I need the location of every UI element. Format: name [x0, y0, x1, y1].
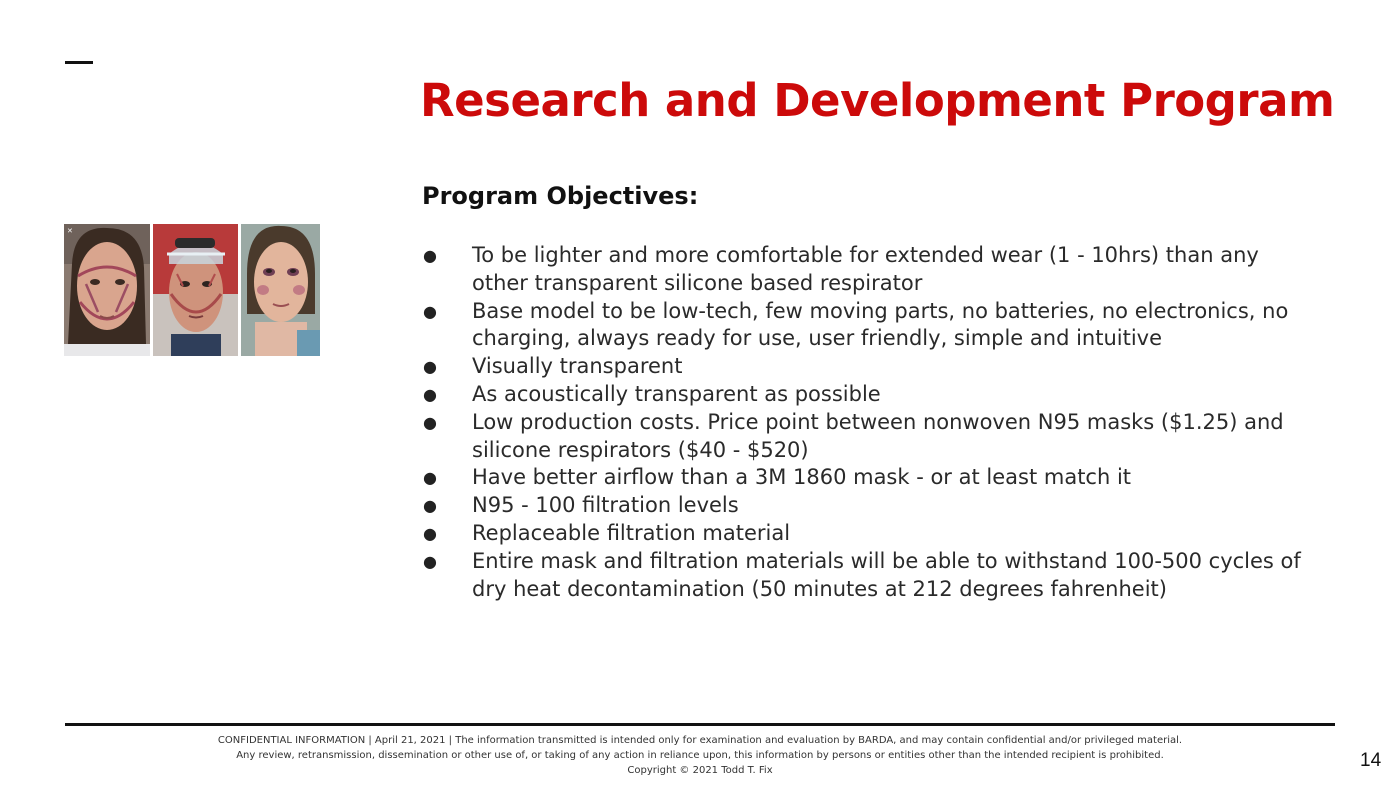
footer-line-1: CONFIDENTIAL INFORMATION | April 21, 2021 | The information transmitted is intended only for examination and evaluation by BARDA, and may contain confidential and/or privileged material.	[217, 735, 1183, 746]
bullet-icon: ●	[423, 523, 437, 543]
objective-text: N95 - 100 filtration levels	[472, 493, 739, 518]
face-photo-1	[64, 224, 150, 356]
bullet-icon: ●	[423, 301, 437, 321]
face-photo-3	[241, 224, 320, 356]
bullet-icon: ●	[423, 246, 437, 265]
slide-title: Research and Development Program	[420, 74, 1335, 127]
objective-item	[420, 520, 1320, 548]
objective-text: Base model to be low-tech, few moving parts, no batteries, no electronics, no charging, always ready for use, user friendly, simple and intuitive	[472, 298, 1289, 351]
bullet-icon: ●	[423, 468, 437, 488]
objectives-list	[420, 242, 1320, 603]
objective-item	[420, 298, 1320, 354]
objective-item	[420, 242, 1320, 298]
objective-text: As acoustically transparent as possible	[472, 381, 881, 406]
page-number: 14	[1360, 750, 1382, 771]
footer-copyright: Copyright © 2021 Todd T. Fix	[627, 765, 773, 776]
objective-item	[420, 464, 1320, 492]
face-with-bruises-image	[241, 224, 320, 356]
objective-item	[420, 353, 1320, 381]
bullet-icon: ●	[423, 412, 437, 432]
top-dash-decoration	[65, 61, 93, 64]
confidentiality-footer	[0, 733, 1400, 778]
face-with-mask-marks-image	[64, 224, 150, 356]
bullet-icon: ●	[423, 551, 437, 571]
photo-strip	[64, 224, 320, 356]
objective-text: Low production costs. Price point between nonwoven N95 masks ($1.25) and silicone respirators ($40 - $520)	[472, 409, 1284, 462]
bullet-icon: ●	[423, 384, 437, 404]
bullet-icon: ●	[423, 496, 437, 516]
objective-text: Visually transparent	[472, 354, 683, 379]
objective-item	[420, 409, 1320, 465]
objective-item	[420, 381, 1320, 409]
objective-item	[420, 548, 1320, 604]
bullet-icon: ●	[423, 357, 437, 377]
face-photo-2	[153, 224, 238, 356]
face-with-goggles-image	[153, 224, 238, 356]
footer-divider	[65, 723, 1335, 726]
svg-text:✕: ✕	[67, 227, 73, 235]
objectives-heading: Program Objectives:	[422, 182, 699, 210]
objective-text: Have better airflow than a 3M 1860 mask - or at least match it	[472, 465, 1132, 490]
footer-line-2: Any review, retransmission, dissemination or other use of, or taking of any action in reliance upon, this information by persons or entities other than the intended recipient is prohibited.	[236, 750, 1164, 761]
objective-item	[420, 492, 1320, 520]
objective-text: Entire mask and filtration materials will be able to withstand 100-500 cycles of dry heat decontamination (50 minutes at 212 degrees fahrenheit)	[472, 548, 1301, 601]
objective-text: Replaceable filtration material	[472, 520, 791, 545]
objective-text: To be lighter and more comfortable for extended wear (1 - 10hrs) than any other transparent silicone based respirator	[472, 243, 1259, 295]
